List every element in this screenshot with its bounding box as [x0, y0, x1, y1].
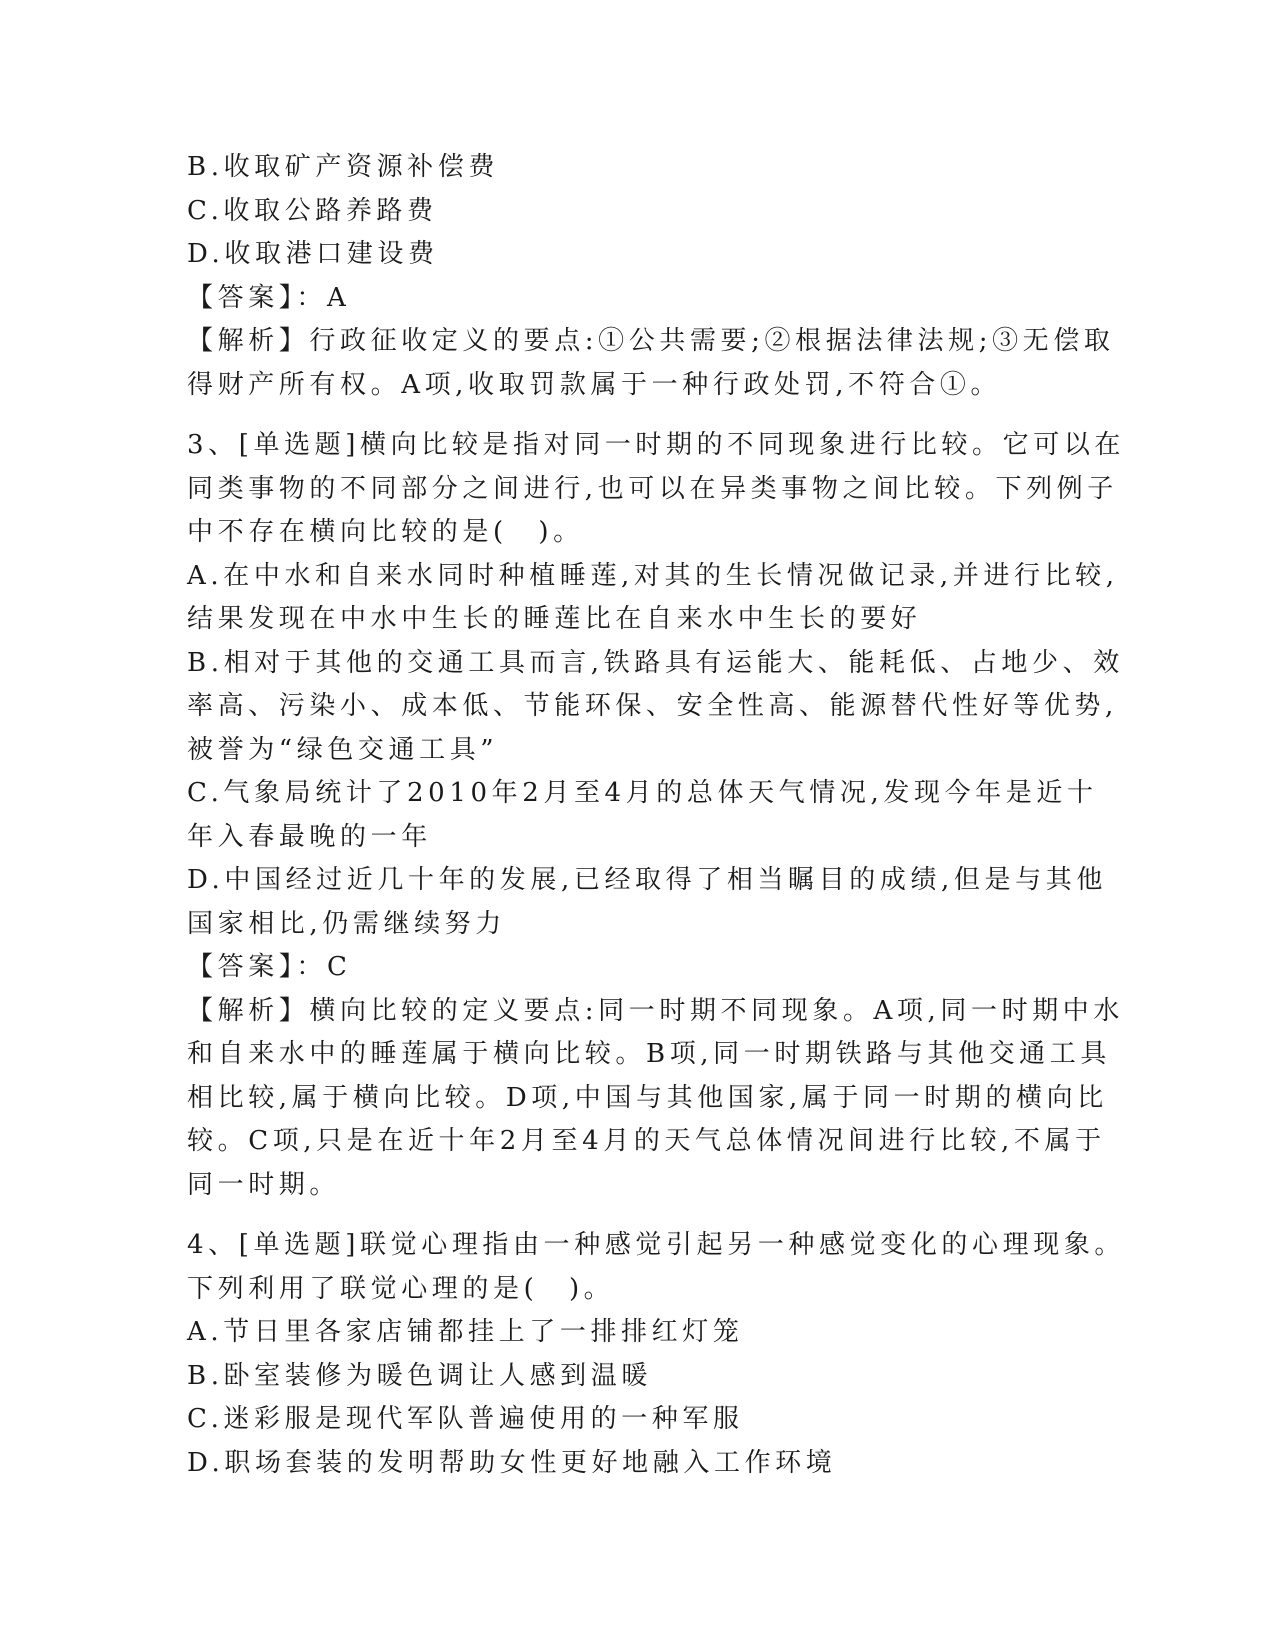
explanation-line: 相比较,属于横向比较。D项,中国与其他国家,属于同一时期的横向比 [187, 1082, 1108, 1113]
option-c-cont: 年入春最晚的一年 [187, 821, 432, 852]
option-b: B.相对于其他的交通工具而言,铁路具有运能大、能耗低、占地少、效 [187, 647, 1124, 678]
option-d: D.职场套装的发明帮助女性更好地融入工作环境 [187, 1447, 837, 1478]
option-c: C.迷彩服是现代军队普遍使用的一种军服 [187, 1404, 744, 1434]
answer: 【答案】：C [187, 952, 352, 982]
option-c: C.气象局统计了2010年2月至4月的总体天气情况,发现今年是近十 [187, 778, 1098, 808]
paragraph-gap [187, 1207, 1087, 1224]
question-stem-line: 同类事物的不同部分之间进行,也可以在异类事物之间比较。下列例子 [187, 473, 1118, 504]
explanation-line: 【解析】行政征收定义的要点:①公共需要;②根据法律法规;③无偿取 [187, 326, 1115, 356]
option-d: D.收取港口建设费 [187, 239, 439, 269]
question-stem-line: 4、[单选题]联觉心理指由一种感觉引起另一种感觉变化的心理现象。 [187, 1230, 1126, 1260]
question-stem-line: 下列利用了联觉心理的是( )。 [187, 1273, 615, 1304]
explanation-line: 和自来水中的睡莲属于横向比较。B项,同一时期铁路与其他交通工具 [187, 1039, 1111, 1069]
question-4 [187, 1224, 1126, 1485]
explanation-line: 同一时期。 [187, 1169, 341, 1200]
question-stem-line: 3、[单选题]横向比较是指对同一时期的不同现象进行比较。它可以在 [187, 430, 1126, 460]
option-b: B.收取矿产资源补偿费 [187, 152, 499, 182]
option-b: B.卧室装修为暖色调让人感到温暖 [187, 1360, 652, 1391]
option-a: A.在中水和自来水同时种植睡莲,对其的生长情况做记录,并进行比较, [187, 560, 1119, 591]
question-3 [187, 424, 1126, 1207]
document-body [187, 146, 1126, 1485]
option-a: A.节日里各家店铺都挂上了一排排红灯笼 [187, 1317, 744, 1347]
question-stem-line: 中不存在横向比较的是( )。 [187, 517, 584, 547]
option-b-cont: 率高、污染小、成本低、节能环保、安全性高、能源替代性好等优势, [187, 691, 1118, 721]
explanation-line: 得财产所有权。A项,收取罚款属于一种行政处罚,不符合①。 [187, 369, 1002, 400]
question-2-tail [187, 146, 1115, 407]
explanation-line: 【解析】横向比较的定义要点:同一时期不同现象。A项,同一时期中水 [187, 995, 1125, 1026]
option-b-cont: 被誉为“绿色交通工具” [187, 734, 499, 765]
option-d-cont: 国家相比,仍需继续努力 [187, 908, 506, 939]
option-c: C.收取公路养路费 [187, 195, 438, 226]
explanation-line: 较。C项,只是在近十年2月至4月的天气总体情况间进行比较,不属于 [187, 1126, 1106, 1156]
answer: 【答案】：A [187, 282, 351, 313]
paragraph-gap [187, 407, 1087, 424]
option-a-cont: 结果发现在中水中生长的睡莲比在自来水中生长的要好 [187, 604, 922, 634]
option-d: D.中国经过近几十年的发展,已经取得了相当瞩目的成绩,但是与其他 [187, 865, 1107, 895]
